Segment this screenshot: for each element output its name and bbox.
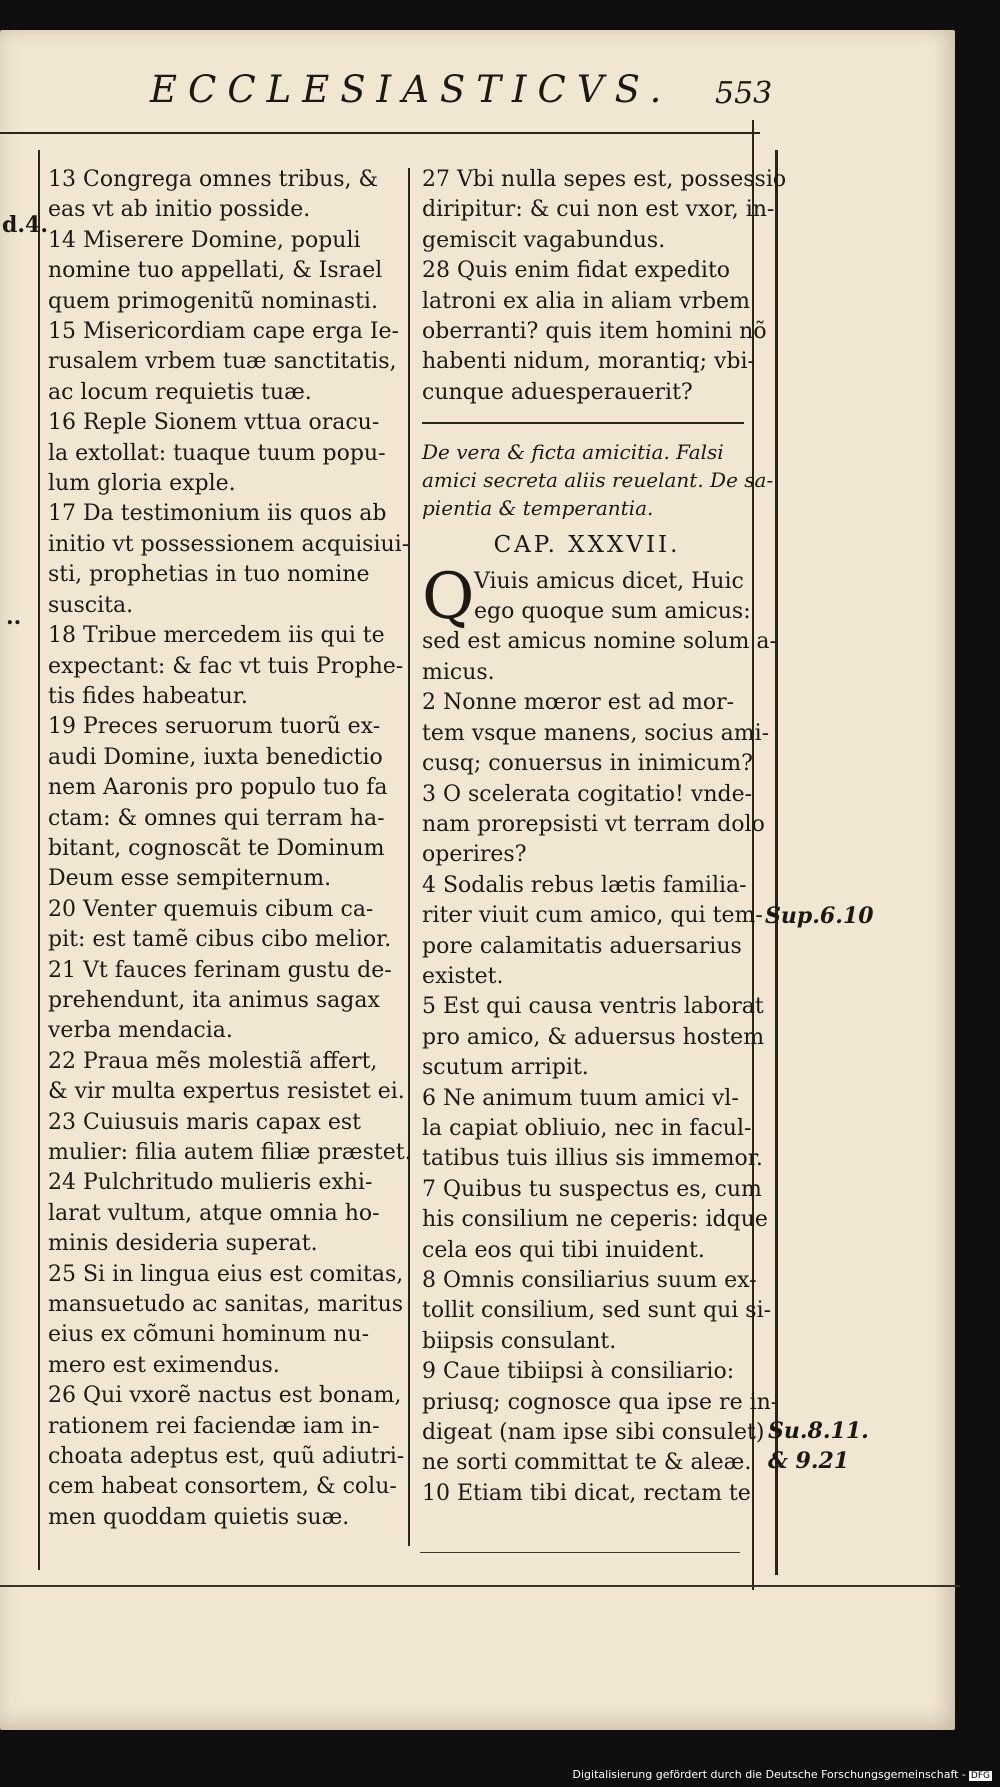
margin-note-reference: Su.8.11. (768, 1418, 869, 1444)
verse-line: 13 Congrega omnes tribus, & (48, 167, 379, 192)
verse-line: 21 Vt fauces ferinam gustu de- (48, 957, 392, 983)
verse-line: 23 Cuiusuis maris capax est (48, 1109, 361, 1135)
credit-text: Digitalisierung gefördert durch die Deutsche Forschungsgemeinschaft - (572, 1768, 966, 1781)
right-column (422, 165, 787, 1509)
left-margin-mark: .. (6, 604, 22, 630)
verse-line: 20 Venter quemuis cibum ca- (48, 896, 374, 922)
summary-line: amici secreta aliis reuelant. De sa- (422, 468, 774, 493)
summary-line: De vera & ficta amicitia. Falsi (422, 440, 724, 465)
verse-line: 28 Quis enim fidat expedito (422, 258, 731, 284)
verse-line: 17 Da testimonium iis quos ab (48, 501, 387, 527)
verse-line: men quoddam quietis suæ. (48, 1504, 350, 1530)
verse-line: rationem rei faciendæ iam in- (48, 1413, 380, 1439)
verse-line: prehendunt, ita animus sagax (48, 987, 380, 1013)
verse-line: Deum esse sempiternum. (48, 866, 332, 892)
verse-line: verba mendacia. (48, 1018, 233, 1044)
verse-line: sed est amicus nomine solum a- (422, 629, 777, 655)
verse-line: 2 Nonne mœror est ad mor- (422, 690, 735, 716)
verse-line: 18 Tribue mercedem iis qui te (48, 623, 385, 649)
margin-rule (775, 150, 778, 1575)
verse-line: riter viuit cum amico, qui tem- (422, 903, 763, 929)
verse-line: biipsis consulant. (422, 1328, 617, 1354)
verse-line: nem Aaronis pro populo tuo fa (48, 775, 388, 801)
verse-line: audi Domine, iuxta benedictio (48, 744, 383, 770)
verse-line: nomine tuo appellati, & Israel (48, 258, 383, 284)
verse-line: mansuetudo ac sanitas, maritus (48, 1292, 404, 1318)
verse-line: 6 Ne animum tuum amici vl- (422, 1085, 739, 1111)
verse-line: operires? (422, 842, 527, 868)
verse-line: minis desideria superat. (48, 1231, 318, 1257)
verse-line: pore calamitatis aduersarius (422, 933, 742, 959)
footer-rule (0, 1585, 960, 1587)
verse-line: 3 O scelerata cogitatio! vnde- (422, 781, 753, 807)
chapter-separator-rule (422, 422, 744, 424)
verse-line: 14 Miserere Domine, populi (48, 227, 361, 253)
header-rule (0, 132, 760, 134)
verse-line: 10 Etiam tibi dicat, rectam te (422, 1480, 751, 1506)
left-column-rule (38, 150, 40, 1570)
verse-line: pro amico, & aduersus hostem (422, 1024, 765, 1050)
verse-line: cunque aduesperauerit? (422, 379, 693, 405)
drop-cap: Q (422, 559, 475, 634)
page-number: 553 (715, 76, 773, 111)
verse-line: tem vsque manens, socius ami- (422, 720, 770, 746)
verse-line: nam prorepsisti vt terram dolo (422, 811, 765, 837)
verse-line: diripitur: & cui non est vxor, in- (422, 197, 775, 223)
column-divider-rule (408, 168, 410, 1546)
dfg-logo: DFG (970, 1771, 990, 1781)
verse-line: 16 Reple Sionem vttua oracu- (48, 410, 380, 436)
verse-line: gemiscit vagabundus. (422, 227, 666, 253)
right-column-bottom-text (422, 567, 779, 1510)
verse-line: bitant, cognoscãt te Dominum (48, 835, 385, 861)
verse-line: micus. (422, 659, 495, 685)
verse-line: oberranti? quis item homini nõ (422, 319, 767, 345)
margin-note-reference: Sup.6.10 (765, 903, 874, 929)
running-head: ECCLESIASTICVS. (150, 68, 673, 111)
verse-line: expectant: & fac vt tuis Prophe- (48, 653, 404, 679)
verse-line: cela eos qui tibi inuident. (422, 1237, 705, 1263)
margin-note-reference: & 9.21 (768, 1448, 850, 1474)
verse-line: initio vt possessionem acquisiui- (48, 531, 410, 557)
left-column (48, 165, 412, 1533)
verse-line: 26 Qui vxorẽ nactus est bonam, (48, 1383, 402, 1409)
chapter-summary (422, 438, 774, 522)
verse-line: la extollat: tuaque tuum popu- (48, 440, 386, 466)
verse-line: lum gloria exple. (48, 471, 236, 497)
verse-line: pit: est tamẽ cibus cibo melior. (48, 927, 392, 953)
verse-line: priusq; cognosce qua ipse re in- (422, 1389, 779, 1415)
verse-line: rusalem vrbem tuæ sanctitatis, (48, 349, 397, 375)
verse-line: 5 Est qui causa ventris laborat (422, 994, 764, 1020)
verse-line: eas vt ab initio posside. (48, 197, 311, 223)
verse-line: Viuis amicus dicet, Huic (474, 568, 744, 594)
verse-line: tollit consilium, sed sunt qui si- (422, 1298, 772, 1324)
verse-line: eius ex cõmuni hominum nu- (48, 1322, 369, 1348)
verse-line: tis fides habeatur. (48, 683, 248, 709)
verse-line: larat vultum, atque omnia ho- (48, 1200, 380, 1226)
verse-line: 22 Praua mẽs molestiã affert, (48, 1048, 378, 1074)
verse-line: 27 Vbi nulla sepes est, possessio (422, 167, 787, 192)
verse-line: 24 Pulchritudo mulieris exhi- (48, 1170, 373, 1196)
verse-line: cem habeat consortem, & colu- (48, 1474, 397, 1500)
verse-line: existet. (422, 963, 504, 989)
verse-line: 8 Omnis consiliarius suum ex- (422, 1268, 757, 1293)
verse-line: 9 Caue tibiipsi à consiliario: (422, 1359, 735, 1385)
verse-line: 25 Si in lingua eius est comitas, (48, 1261, 404, 1287)
verse-line: ego quoque sum amicus: (474, 599, 751, 625)
verse-line: tatibus tuis illius sis immemor. (422, 1146, 763, 1172)
digitization-credit (573, 1768, 992, 1781)
verse-line: cusq; conuersus in inimicum? (422, 751, 753, 777)
summary-line: pientia & temperantia. (422, 496, 654, 521)
verse-line: scutum arripit. (422, 1055, 589, 1081)
verse-line: habenti nidum, morantiq; vbi- (422, 349, 755, 375)
verse-line: his consilium ne ceperis: idque (422, 1207, 768, 1233)
verse-line: la capiat obliuio, nec in facul- (422, 1115, 752, 1141)
verse-line: mulier: filia autem filiæ præstet. (48, 1140, 412, 1165)
verse-line: 4 Sodalis rebus lætis familia- (422, 872, 747, 898)
chapter-opening (422, 559, 779, 1510)
verse-line: mero est eximendus. (48, 1352, 280, 1378)
right-column-top-text (422, 165, 787, 408)
verse-line: & vir multa expertus resistet ei. (48, 1079, 405, 1105)
verse-line: 15 Misericordiam cape erga Ie- (48, 319, 399, 345)
verse-line: ac locum requietis tuæ. (48, 379, 312, 405)
left-margin-mark: d.4. (2, 212, 49, 238)
verse-line: sti, prophetias in tuo nomine (48, 562, 370, 588)
chapter-heading: CAP. XXXVII. (493, 532, 681, 559)
verse-line: suscita. (48, 592, 134, 618)
verse-line: 7 Quibus tu suspectus es, cum (422, 1176, 762, 1202)
verse-line: digeat (nam ipse sibi consulet) (422, 1420, 765, 1446)
verse-line: quem primogenitũ nominasti. (48, 288, 378, 314)
verse-line: ne sorti committat te & aleæ. (422, 1450, 752, 1476)
verse-line: 19 Preces seruorum tuorũ ex- (48, 714, 381, 740)
verse-line: latroni ex alia in aliam vrbem (422, 288, 750, 314)
verse-line: ctam: & omnes qui terram ha- (48, 805, 385, 831)
verse-line: choata adeptus est, quũ adiutri- (48, 1444, 405, 1470)
column-bottom-rule (420, 1552, 740, 1553)
